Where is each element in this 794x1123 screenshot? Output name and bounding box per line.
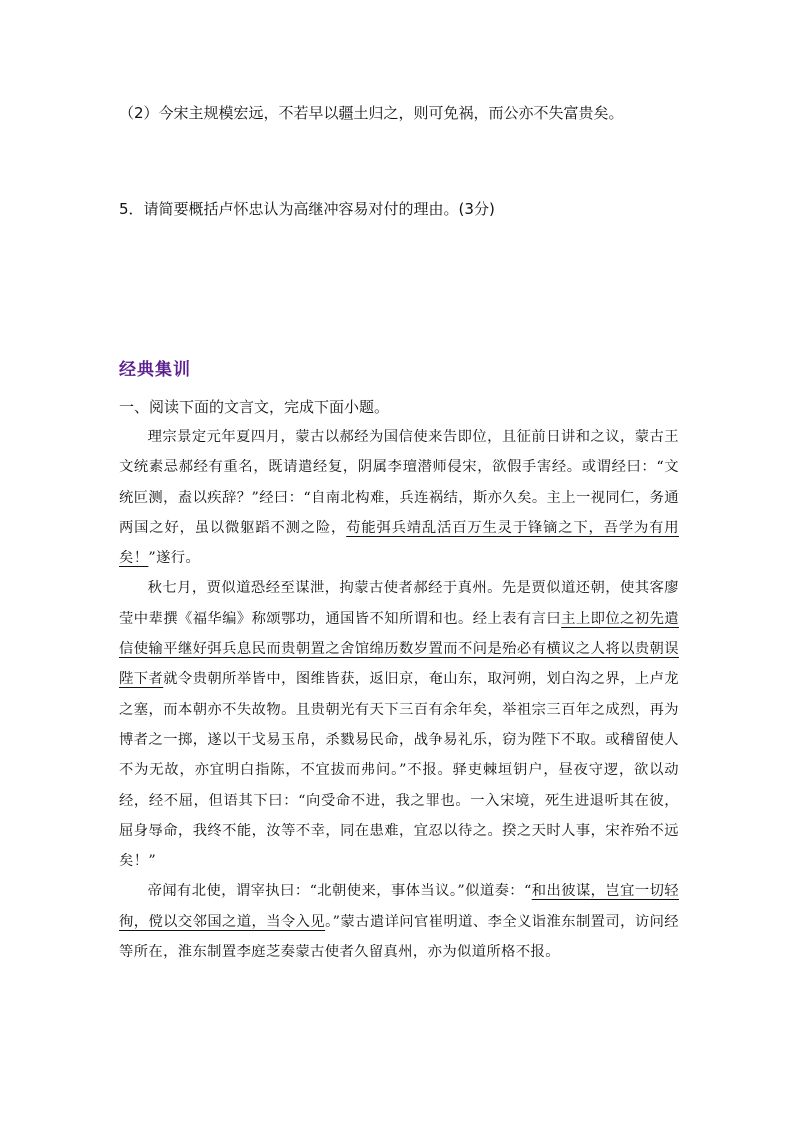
underlined-sentence-2: 主上即位之初先遣信使输平继好弭兵息民而贵朝置之舍馆绵历数岁置而不问是殆必有横议之人将以贵朝误陛下者 <box>119 610 680 688</box>
question-2-item: （2）今宋主规模宏远，不若早以疆土归之，则可免祸，而公亦不失富贵矣。 <box>119 104 624 122</box>
passage-text: 帝闻有北使，谓宰执曰：“北朝使来，事体当议。”似道奏：“ <box>147 883 532 900</box>
passage-paragraph-3 <box>119 876 679 967</box>
passage-text: 就令贵朝所举皆中，图维皆获，返旧京，奄山东，取河朔，划白沟之界，上卢龙之塞，而本朝亦不失故物。且贵朝光有天下三百有余年矣，举祖宗三百年之成烈，再为博者之一掷，遂以干戈易玉帛，杀戮易民命，战争易礼乐，窃为陛下不取。或稽留使人不为无故，亦宜明白指陈，不宜拔而弗问。”不报。驿吏棘垣钥户，昼夜守逻，欲以动经，经不屈，但语其下曰：“向受命不进，我之罪也。一入宋境，死生进退听其在彼，屈身辱命，我终不能，汝等不幸，同在患难，宜忍以待之。揆之天时人事，宋祚殆不远矣！” <box>119 671 679 870</box>
passage-text: ”遂行。 <box>148 550 201 567</box>
passage-paragraph-1 <box>119 422 679 573</box>
passage-text: 理宗景定元年夏四月，蒙古以郝经为国信使来告即位，且征前日讲和之议，蒙古王文统素忌郝经有重名，既请遣经复，阴属李璮潜师侵宋，欲假手害经。或谓经曰：“文统叵测，盍以疾辞？”经曰：“自南北构难，兵连祸结，斯亦久矣。主上一视同仁，务通两国之好，虽以微躯蹈不测之险， <box>119 429 679 536</box>
section-title: 经典集训 <box>119 360 191 380</box>
passage-text: 。”蒙古遣详问官崔明道、李全义诣淮东制置司，访问经等所在，淮东制置李庭芝奏蒙古使者久留真州，亦为似道所格不报。 <box>119 913 679 961</box>
underlined-sentence-3: 和出彼谋，岂宜一切轻徇，傥以交邻国之道，当令入见 <box>119 883 679 930</box>
passage-paragraph-2 <box>119 573 679 876</box>
classical-passage <box>119 422 679 967</box>
underlined-sentence-1: 苟能弭兵靖乱活百万生灵于锋镝之下，吾学为有用矣！ <box>119 519 679 567</box>
reading-instruction: 一、阅读下面的文言文，完成下面小题。 <box>119 398 390 416</box>
question-5: 5．请简要概括卢怀忠认为高继冲容易对付的理由。(3分) <box>119 200 495 218</box>
passage-text: 秋七月，贾似道恐经至谋泄，拘蒙古使者郝经于真州。先是贾似道还朝，使其客廖莹中辈撰《福华编》称颂鄂功，通国皆不知所谓和也。经上表有言曰 <box>119 580 679 627</box>
